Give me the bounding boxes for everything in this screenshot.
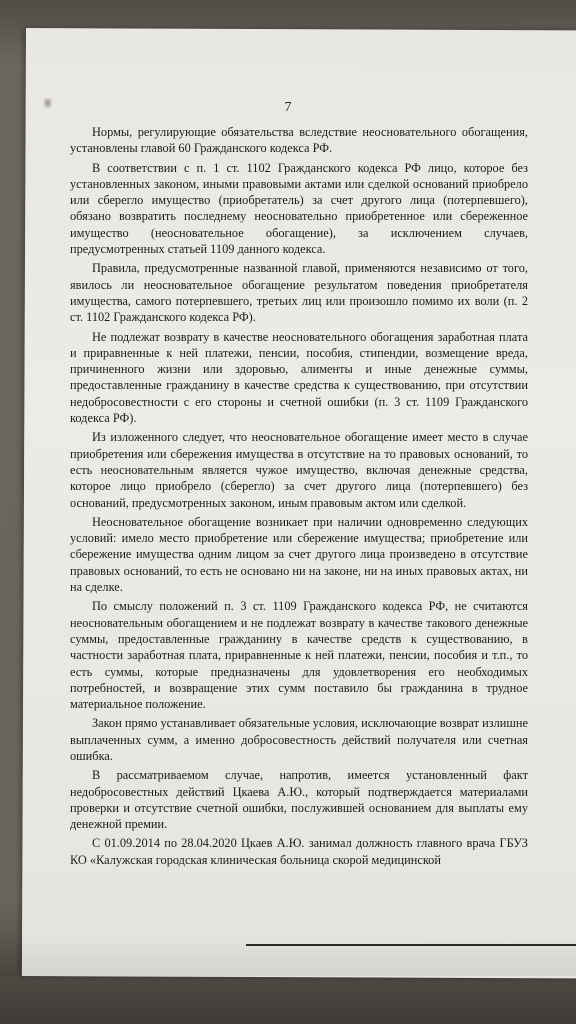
paragraph: Не подлежат возврату в качестве неосновательного обогащения заработная плата и приравненные к ней платежи, пенсии, пособия, стипендии, возмещение вреда, причиненного жизни или здоровью, алименты и иные денежные суммы, предоставленные гражданину в качестве средства к существованию, при отсутствии недобросовестности с его стороны и счетной ошибки (п. 3 ст. 1109 Гражданского кодекса РФ). [70,329,528,426]
footer-rule [246,944,576,946]
paragraph: С 01.09.2014 по 28.04.2020 Цкаев А.Ю. занимал должность главного врача ГБУЗ КО «Калужская городская клиническая больница скорой медицинской [70,836,528,867]
paragraph: Нормы, регулирующие обязательства вследствие неосновательного обогащения, установлены главой 60 Гражданского кодекса РФ. [70,125,528,156]
paragraph: Закон прямо устанавливает обязательные условия, исключающие возврат излишне выплаченных сумм, а именно добросовестность действий получателя или счетная ошибка. [70,716,528,763]
paragraph: Из изложенного следует, что неосновательное обогащение имеет место в случае приобретения или сбережения имущества в отсутствие на то правовых оснований, то есть неосновательным является чужое имущество, включая денежные средства, которое лицо приобрело (сберегло) за счет другого лица (потерпевшего) без оснований, предусмотренных законом, иным правовым актом или сделкой. [70,430,528,510]
paragraph: По смыслу положений п. 3 ст. 1109 Гражданского кодекса РФ, не считаются неосновательным обогащением и не подлежат возврату в качестве такового денежные суммы, предоставленные гражданину в качестве средств к существованию, в частности заработная плата, приравненные к ней платежи, пенсии, пособия и т.п., то есть суммы, которые предназначены для удовлетворения его необходимых потребностей, и возвращение этих сумм поставило бы гражданина в трудное материальное положение. [70,599,528,712]
page-shadow [0,930,576,976]
paragraph: В рассматриваемом случае, напротив, имеется установленный факт недобросовестных действий Цкаева А.Ю., который подтверждается материалами проверки и отсутствие счетной ошибки, послужившей основанием для выплаты ему денежной премии. [70,768,528,832]
paragraph: Неосновательное обогащение возникает при наличии одновременно следующих условий: имело место приобретение или сбережение имущества; приобретение или сбережение имущества одним лицом за счет другого лица произведено в отсутствие правовых оснований, то есть не основано ни на законе, ни на иных правовых актах, ни на сделке. [70,514,528,595]
paragraph: Правила, предусмотренные названной главой, применяются независимо от того, явилось ли неосновательное обогащение результатом поведения приобретателя имущества, самого потерпевшего, третьих лиц или произошло помимо их воли (п. 2 ст. 1102 Гражданского кодекса РФ). [70,261,528,325]
paragraph: В соответствии с п. 1 ст. 1102 Гражданского кодекса РФ лицо, которое без установленных законом, иными правовыми актами или сделкой оснований приобрело или сберегло имущество (приобретатель) за счет другого лица (потерпевшего), обязано возвратить последнему неосновательно приобретенное или сбереженное имущество (неосновательное обогащение), за исключением случаев, предусмотренных статьей 1109 данного кодекса. [70,160,528,257]
page-number: 7 [284,100,292,115]
document-body [70,124,528,868]
